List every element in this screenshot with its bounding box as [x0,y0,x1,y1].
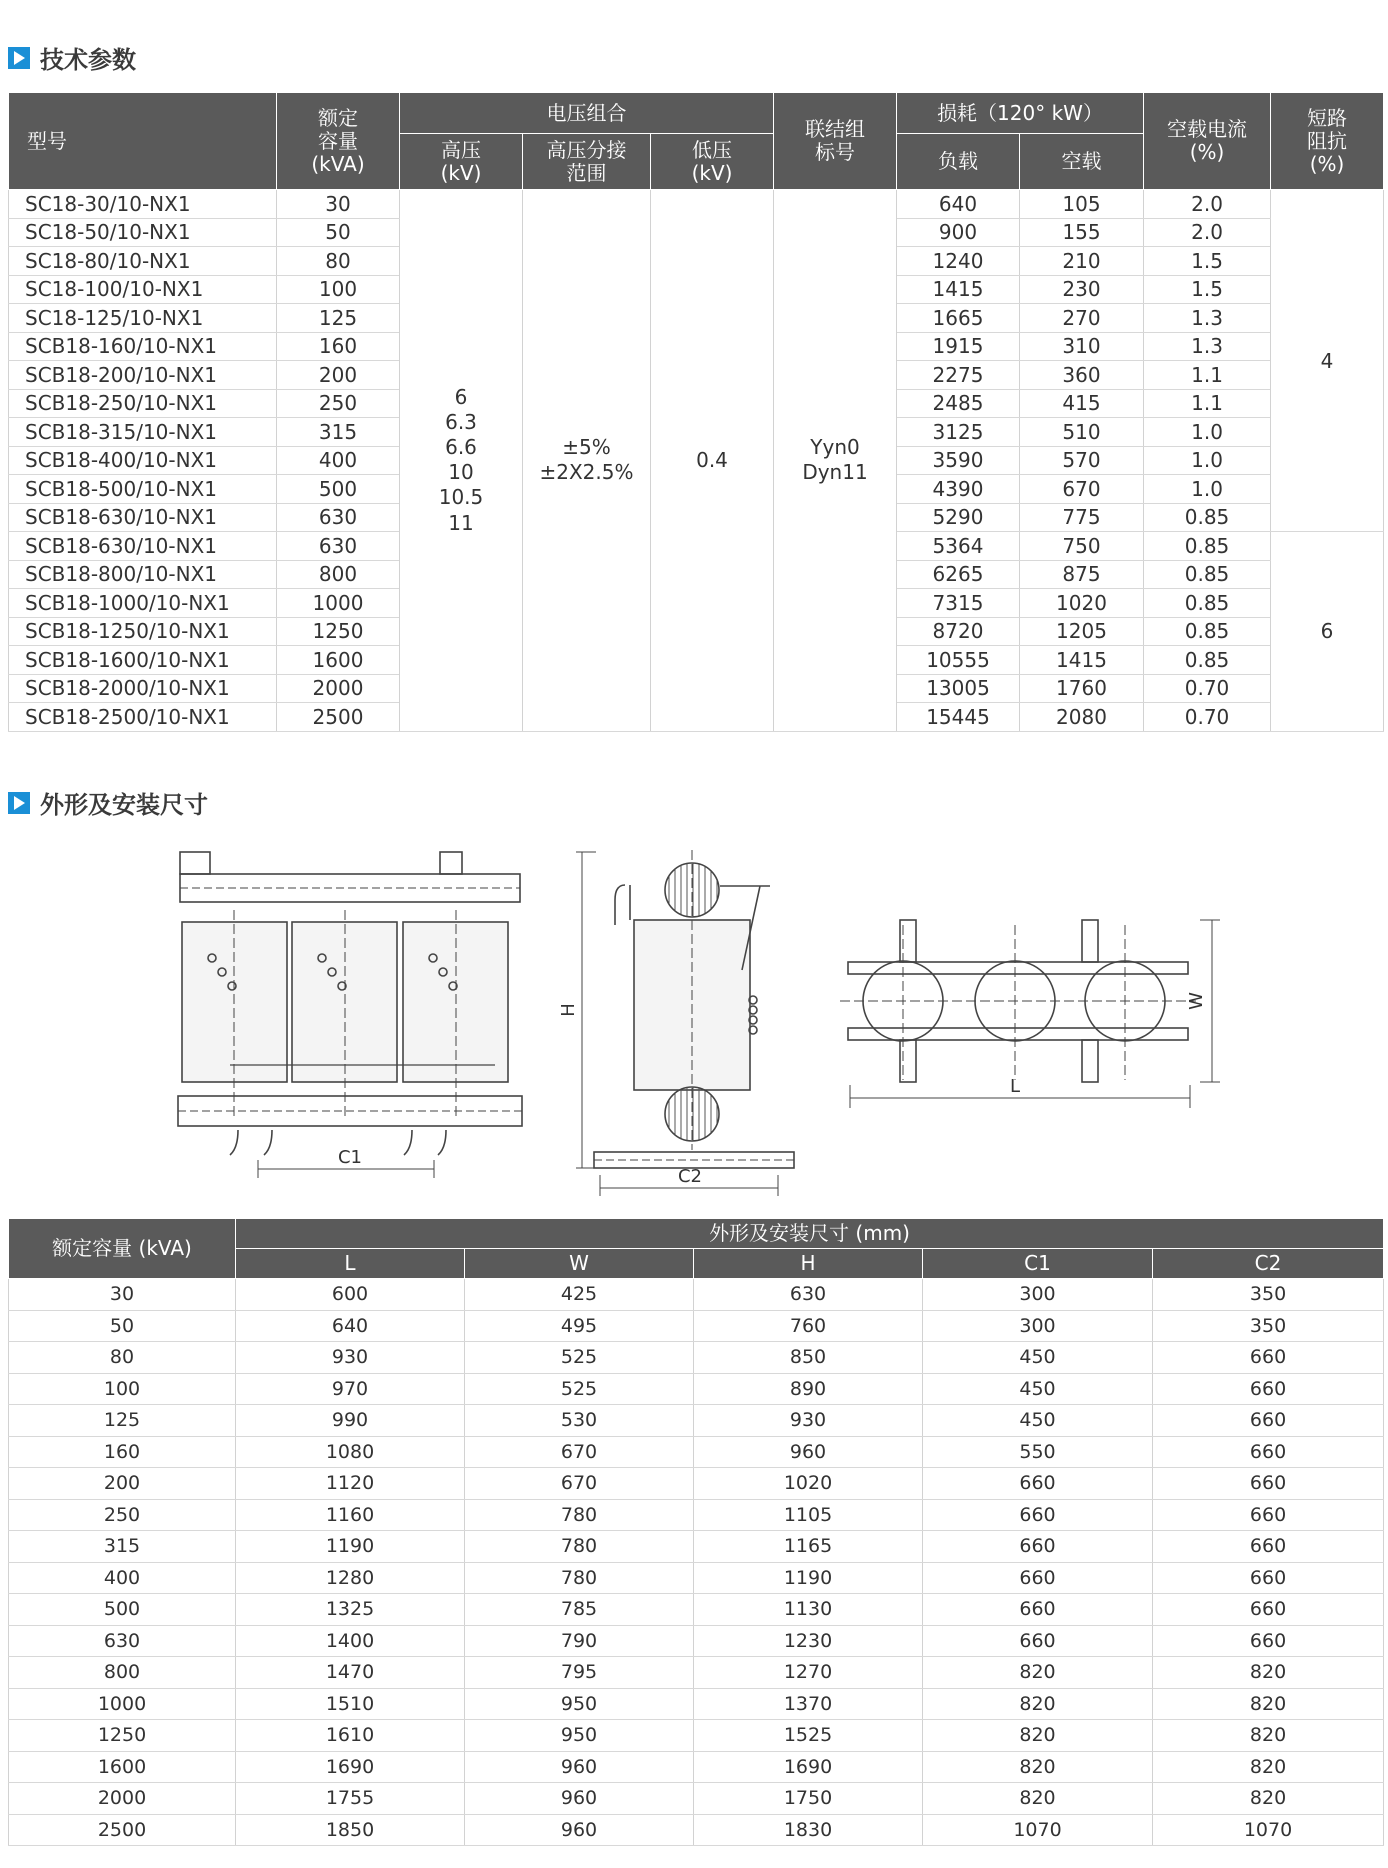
cell-current: 0.85 [1144,589,1271,618]
cell-no-load: 360 [1020,361,1144,390]
dim-label-c2: C2 [677,1166,703,1187]
cell-dim-c1: 660 [923,1468,1153,1500]
cell-model: SCB18-800/10-NX1 [9,560,277,589]
cell-dim-h: 1020 [694,1468,923,1500]
cell-dim-w: 525 [465,1373,694,1405]
cell-dim-w: 780 [465,1499,694,1531]
cell-capacity: 1000 [277,589,400,618]
cell-current: 1.0 [1144,446,1271,475]
cell-dim-h: 630 [694,1279,923,1311]
header-no-load-current: 空载电流 (%) [1144,93,1271,190]
cell-load: 13005 [897,674,1020,703]
table-row [9,1531,1384,1563]
cell-capacity: 630 [277,503,400,532]
cell-current: 0.85 [1144,560,1271,589]
cell-dim-w: 960 [465,1751,694,1783]
cell-no-load: 1760 [1020,674,1144,703]
cell-dim-c2: 660 [1153,1373,1384,1405]
cell-dim-c1: 820 [923,1783,1153,1815]
header-model: 型号 [9,93,277,190]
header-dim-c2: C2 [1153,1249,1384,1279]
cell-current: 0.70 [1144,703,1271,732]
cell-model: SCB18-500/10-NX1 [9,475,277,504]
cell-dim-c2: 1070 [1153,1814,1384,1846]
cell-capacity: 30 [277,190,400,219]
cell-load: 7315 [897,589,1020,618]
cell-dim-c2: 660 [1153,1499,1384,1531]
cell-dim-cap: 125 [9,1405,236,1437]
cell-dim-l: 1080 [236,1436,465,1468]
cell-dim-w: 950 [465,1688,694,1720]
cell-dim-w: 960 [465,1814,694,1846]
cell-capacity: 2000 [277,674,400,703]
header-loss: 损耗（120° kW） [897,93,1144,134]
cell-current: 0.85 [1144,503,1271,532]
cell-dim-h: 1130 [694,1594,923,1626]
cell-dim-cap: 200 [9,1468,236,1500]
cell-dim-l: 1850 [236,1814,465,1846]
cell-current: 0.85 [1144,532,1271,561]
cell-dim-h: 1105 [694,1499,923,1531]
cell-load: 8720 [897,617,1020,646]
cell-dim-c1: 660 [923,1499,1153,1531]
cell-dim-h: 1830 [694,1814,923,1846]
cell-dim-l: 1325 [236,1594,465,1626]
cell-dim-h: 1690 [694,1751,923,1783]
cell-load: 6265 [897,560,1020,589]
cell-dim-l: 1610 [236,1720,465,1752]
cell-dim-w: 960 [465,1783,694,1815]
cell-no-load: 670 [1020,475,1144,504]
cell-dim-w: 780 [465,1562,694,1594]
cell-dim-cap: 1000 [9,1688,236,1720]
cell-dim-h: 760 [694,1310,923,1342]
header-voltage-group: 电压组合 [400,93,774,134]
cell-capacity: 250 [277,389,400,418]
cell-load: 1240 [897,247,1020,276]
cell-dim-cap: 100 [9,1373,236,1405]
cell-dim-c1: 820 [923,1688,1153,1720]
table-row [9,1310,1384,1342]
cell-load: 3125 [897,418,1020,447]
cell-dim-c2: 660 [1153,1436,1384,1468]
cell-load: 2275 [897,361,1020,390]
cell-dim-c1: 450 [923,1405,1153,1437]
cell-current: 1.0 [1144,418,1271,447]
header-no-load: 空载 [1020,134,1144,190]
cell-current: 0.85 [1144,617,1271,646]
cell-load: 4390 [897,475,1020,504]
cell-dim-cap: 80 [9,1342,236,1374]
cell-model: SCB18-160/10-NX1 [9,332,277,361]
cell-dim-l: 970 [236,1373,465,1405]
cell-dim-w: 495 [465,1310,694,1342]
cell-dim-h: 1270 [694,1657,923,1689]
cell-dim-c2: 660 [1153,1468,1384,1500]
cell-no-load: 1415 [1020,646,1144,675]
header-dim-capacity: 额定容量 (kVA) [9,1219,236,1279]
cell-dim-l: 640 [236,1310,465,1342]
play-icon [8,792,30,814]
cell-current: 0.85 [1144,646,1271,675]
cell-dim-w: 780 [465,1531,694,1563]
transformer-drawings [0,830,1388,1200]
cell-model: SCB18-1000/10-NX1 [9,589,277,618]
dimensions-table [8,1218,1384,1846]
cell-impedance-a: 4 [1271,190,1384,532]
cell-dim-c2: 350 [1153,1310,1384,1342]
table-row [9,1625,1384,1657]
cell-current: 2.0 [1144,190,1271,219]
cell-no-load: 775 [1020,503,1144,532]
cell-dim-l: 1160 [236,1499,465,1531]
header-lv: 低压 (kV) [651,134,774,190]
table-row [9,1468,1384,1500]
cell-capacity: 80 [277,247,400,276]
section-title-dimensions [8,785,208,820]
cell-current: 1.1 [1144,389,1271,418]
cell-model: SC18-80/10-NX1 [9,247,277,276]
cell-current: 1.5 [1144,247,1271,276]
cell-model: SC18-125/10-NX1 [9,304,277,333]
cell-capacity: 500 [277,475,400,504]
table-row [9,1720,1384,1752]
cell-model: SCB18-2500/10-NX1 [9,703,277,732]
dim-label-w: W [1186,992,1207,1010]
cell-dim-c2: 350 [1153,1279,1384,1311]
cell-dim-cap: 400 [9,1562,236,1594]
cell-no-load: 230 [1020,275,1144,304]
cell-load: 1915 [897,332,1020,361]
cell-load: 1415 [897,275,1020,304]
cell-dim-h: 930 [694,1405,923,1437]
cell-capacity: 800 [277,560,400,589]
header-load: 负载 [897,134,1020,190]
cell-dim-w: 950 [465,1720,694,1752]
cell-dim-l: 1690 [236,1751,465,1783]
table-row [9,1751,1384,1783]
cell-dim-cap: 800 [9,1657,236,1689]
dim-label-h: H [558,1003,579,1017]
cell-connection-merged: Yyn0 Dyn11 [774,190,897,732]
cell-capacity: 2500 [277,703,400,732]
cell-dim-c1: 660 [923,1531,1153,1563]
cell-load: 5290 [897,503,1020,532]
cell-dim-h: 1750 [694,1783,923,1815]
header-dim-h: H [694,1249,923,1279]
cell-dim-cap: 1600 [9,1751,236,1783]
cell-capacity: 100 [277,275,400,304]
cell-dim-h: 1190 [694,1562,923,1594]
cell-dim-c1: 1070 [923,1814,1153,1846]
cell-load: 900 [897,218,1020,247]
cell-dim-c2: 660 [1153,1405,1384,1437]
cell-current: 1.0 [1144,475,1271,504]
cell-model: SCB18-400/10-NX1 [9,446,277,475]
cell-dim-h: 1230 [694,1625,923,1657]
header-dim-group: 外形及安装尺寸 (mm) [236,1219,1384,1249]
cell-no-load: 270 [1020,304,1144,333]
cell-tap-merged: ±5% ±2X2.5% [523,190,651,732]
cell-impedance-b: 6 [1271,532,1384,732]
cell-model: SC18-50/10-NX1 [9,218,277,247]
cell-model: SCB18-250/10-NX1 [9,389,277,418]
table-row [9,1436,1384,1468]
cell-dim-c1: 450 [923,1373,1153,1405]
cell-model: SCB18-315/10-NX1 [9,418,277,447]
cell-dim-l: 1280 [236,1562,465,1594]
cell-dim-w: 530 [465,1405,694,1437]
front-view-drawing [178,852,522,1178]
table-row [9,1279,1384,1311]
cell-load: 5364 [897,532,1020,561]
cell-no-load: 155 [1020,218,1144,247]
cell-dim-w: 795 [465,1657,694,1689]
cell-load: 10555 [897,646,1020,675]
cell-no-load: 570 [1020,446,1144,475]
cell-load: 640 [897,190,1020,219]
cell-no-load: 310 [1020,332,1144,361]
cell-capacity: 630 [277,532,400,561]
table-row [9,1405,1384,1437]
header-connection: 联结组 标号 [774,93,897,190]
cell-dim-c1: 660 [923,1562,1153,1594]
cell-model: SCB18-630/10-NX1 [9,532,277,561]
cell-dim-l: 1755 [236,1783,465,1815]
cell-dim-cap: 315 [9,1531,236,1563]
header-dim-l: L [236,1249,465,1279]
cell-dim-l: 1470 [236,1657,465,1689]
cell-model: SC18-30/10-NX1 [9,190,277,219]
cell-dim-cap: 50 [9,1310,236,1342]
cell-dim-l: 1120 [236,1468,465,1500]
cell-current: 1.1 [1144,361,1271,390]
cell-no-load: 875 [1020,560,1144,589]
cell-load: 15445 [897,703,1020,732]
cell-no-load: 510 [1020,418,1144,447]
cell-current: 1.3 [1144,332,1271,361]
cell-dim-cap: 160 [9,1436,236,1468]
cell-dim-c2: 660 [1153,1562,1384,1594]
cell-capacity: 50 [277,218,400,247]
section-title-text: 技术参数 [40,46,136,74]
dim-label-l: L [1009,1076,1021,1097]
cell-hv-merged: 6 6.3 6.6 10 10.5 11 [400,190,523,732]
cell-model: SCB18-630/10-NX1 [9,503,277,532]
cell-model: SCB18-2000/10-NX1 [9,674,277,703]
cell-dim-w: 425 [465,1279,694,1311]
cell-capacity: 125 [277,304,400,333]
cell-dim-w: 670 [465,1436,694,1468]
cell-dim-l: 1400 [236,1625,465,1657]
cell-no-load: 2080 [1020,703,1144,732]
cell-dim-h: 1370 [694,1688,923,1720]
cell-dim-l: 930 [236,1342,465,1374]
table-row [9,1499,1384,1531]
cell-current: 1.3 [1144,304,1271,333]
cell-no-load: 210 [1020,247,1144,276]
cell-dim-cap: 1250 [9,1720,236,1752]
dim-label-c1: C1 [337,1147,363,1168]
cell-dim-w: 790 [465,1625,694,1657]
header-dim-c1: C1 [923,1249,1153,1279]
header-tap-range: 高压分接 范围 [523,134,651,190]
cell-dim-c1: 660 [923,1625,1153,1657]
table-row [9,1783,1384,1815]
cell-dim-c2: 820 [1153,1688,1384,1720]
cell-dim-c1: 820 [923,1751,1153,1783]
cell-dim-h: 960 [694,1436,923,1468]
tech-params-table [8,92,1384,732]
cell-dim-c2: 660 [1153,1625,1384,1657]
cell-dim-c1: 300 [923,1279,1153,1311]
header-hv: 高压 (kV) [400,134,523,190]
cell-capacity: 400 [277,446,400,475]
table-row [9,1373,1384,1405]
cell-dim-c1: 450 [923,1342,1153,1374]
cell-dim-l: 1190 [236,1531,465,1563]
cell-no-load: 750 [1020,532,1144,561]
table-row [9,190,1384,219]
cell-dim-h: 1525 [694,1720,923,1752]
cell-dim-c1: 300 [923,1310,1153,1342]
cell-current: 0.70 [1144,674,1271,703]
header-impedance: 短路 阻抗 (%) [1271,93,1384,190]
cell-capacity: 1600 [277,646,400,675]
cell-dim-cap: 2000 [9,1783,236,1815]
cell-dim-cap: 630 [9,1625,236,1657]
cell-no-load: 1020 [1020,589,1144,618]
cell-dim-c2: 660 [1153,1531,1384,1563]
cell-dim-c2: 820 [1153,1720,1384,1752]
cell-dim-h: 850 [694,1342,923,1374]
cell-dim-w: 525 [465,1342,694,1374]
table-row [9,1342,1384,1374]
cell-capacity: 1250 [277,617,400,646]
cell-dim-w: 785 [465,1594,694,1626]
cell-current: 1.5 [1144,275,1271,304]
cell-dim-w: 670 [465,1468,694,1500]
cell-dim-c2: 820 [1153,1657,1384,1689]
table-row [9,1562,1384,1594]
cell-dim-l: 990 [236,1405,465,1437]
cell-dim-c2: 660 [1153,1594,1384,1626]
cell-model: SC18-100/10-NX1 [9,275,277,304]
cell-dim-h: 890 [694,1373,923,1405]
cell-capacity: 315 [277,418,400,447]
table-row [9,1688,1384,1720]
cell-dim-l: 1510 [236,1688,465,1720]
cell-load: 1665 [897,304,1020,333]
cell-dim-c2: 820 [1153,1751,1384,1783]
cell-dim-l: 600 [236,1279,465,1311]
top-view-drawing [840,920,1220,1108]
cell-lv-merged: 0.4 [651,190,774,732]
side-view-drawing [576,850,794,1196]
cell-dim-cap: 2500 [9,1814,236,1846]
cell-load: 2485 [897,389,1020,418]
cell-current: 2.0 [1144,218,1271,247]
header-dim-w: W [465,1249,694,1279]
cell-model: SCB18-1250/10-NX1 [9,617,277,646]
table-row [9,1594,1384,1626]
cell-dim-c1: 660 [923,1594,1153,1626]
cell-load: 3590 [897,446,1020,475]
table-row [9,1814,1384,1846]
cell-dim-c2: 820 [1153,1783,1384,1815]
cell-dim-c2: 660 [1153,1342,1384,1374]
cell-model: SCB18-200/10-NX1 [9,361,277,390]
section-title-tech-params [8,40,136,75]
cell-no-load: 415 [1020,389,1144,418]
section-title-text: 外形及安装尺寸 [40,791,208,819]
table-row [9,1657,1384,1689]
play-icon [8,47,30,69]
cell-no-load: 1205 [1020,617,1144,646]
header-capacity: 额定 容量 (kVA) [277,93,400,190]
cell-model: SCB18-1600/10-NX1 [9,646,277,675]
cell-dim-c1: 550 [923,1436,1153,1468]
cell-dim-cap: 250 [9,1499,236,1531]
cell-dim-h: 1165 [694,1531,923,1563]
cell-capacity: 160 [277,332,400,361]
cell-dim-c1: 820 [923,1657,1153,1689]
cell-no-load: 105 [1020,190,1144,219]
cell-capacity: 200 [277,361,400,390]
cell-dim-cap: 30 [9,1279,236,1311]
cell-dim-c1: 820 [923,1720,1153,1752]
cell-dim-cap: 500 [9,1594,236,1626]
